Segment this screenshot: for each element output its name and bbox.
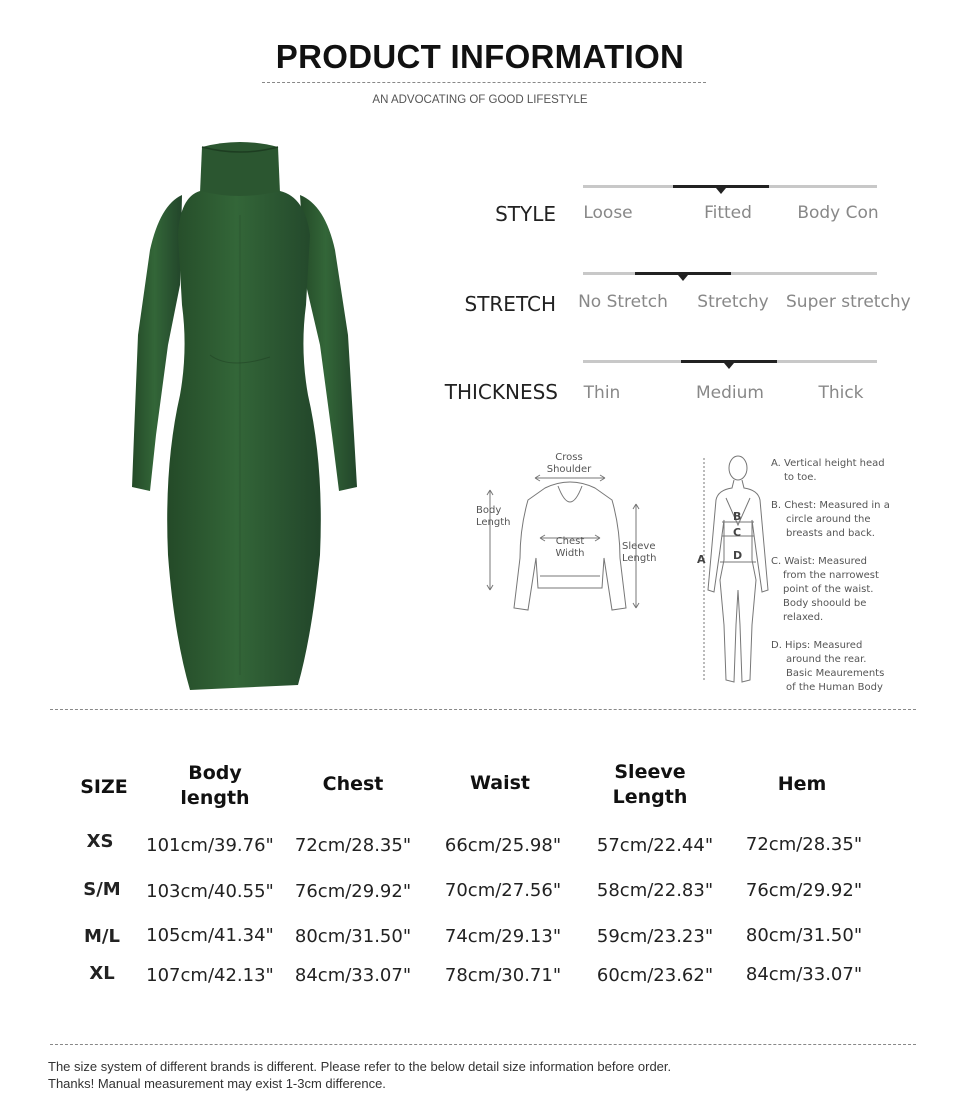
note-c-line3: point of the waist. bbox=[783, 584, 874, 595]
marker-b: B bbox=[733, 510, 742, 523]
title-divider bbox=[262, 82, 706, 83]
note-d-line3: Basic Meaurements bbox=[786, 668, 885, 679]
style-option-body-con: Body Con bbox=[797, 203, 879, 223]
note-b-line3: breasts and back. bbox=[786, 528, 875, 539]
size-xs: XS bbox=[86, 831, 114, 852]
chest-width-line2: Width bbox=[555, 548, 585, 559]
style-track bbox=[583, 185, 877, 188]
body-measure-diagram bbox=[696, 450, 776, 690]
note-d-line4: of the Human Body bbox=[786, 682, 883, 693]
product-image bbox=[120, 135, 370, 695]
xs-body-length: 101cm/39.76" bbox=[146, 835, 274, 856]
header-body-length-line1: Body bbox=[188, 762, 242, 784]
page-title: PRODUCT INFORMATION bbox=[275, 38, 685, 75]
sm-waist: 70cm/27.56" bbox=[444, 880, 562, 901]
xs-chest: 72cm/28.35" bbox=[294, 835, 412, 856]
xl-waist: 78cm/30.71" bbox=[444, 965, 562, 986]
marker-d: D bbox=[733, 549, 743, 562]
note-b-line1: B. Chest: Measured in a bbox=[771, 500, 890, 511]
xs-hem: 72cm/28.35" bbox=[745, 834, 863, 855]
measure-note-d bbox=[771, 639, 951, 695]
size-m-l: M/L bbox=[84, 926, 120, 947]
marker-a: A bbox=[697, 553, 706, 566]
ml-waist: 74cm/29.13" bbox=[444, 926, 562, 947]
style-option-fitted: Fitted bbox=[704, 203, 752, 223]
header-sleeve-length-line1: Sleeve bbox=[614, 761, 686, 783]
cross-shoulder-line1: Cross bbox=[555, 452, 583, 463]
style-label: STYLE bbox=[495, 202, 556, 226]
thickness-pointer-icon bbox=[724, 363, 734, 369]
style-option-loose: Loose bbox=[583, 203, 633, 223]
header-chest: Chest bbox=[322, 773, 384, 795]
style-pointer-icon bbox=[716, 188, 726, 194]
note-c-line5: relaxed. bbox=[783, 612, 824, 623]
note-d-line2: around the rear. bbox=[786, 654, 867, 665]
measure-note-c bbox=[771, 555, 951, 625]
garment-measure-diagram bbox=[470, 448, 670, 618]
header-hem: Hem bbox=[777, 773, 827, 795]
stretch-pointer-icon bbox=[678, 275, 688, 281]
ml-sleeve-length: 59cm/23.23" bbox=[596, 926, 714, 947]
marker-c: C bbox=[733, 526, 742, 539]
header-body-length-line2: length bbox=[180, 787, 250, 809]
header-sleeve-length-line2: Length bbox=[612, 786, 688, 808]
size-xl: XL bbox=[89, 963, 115, 984]
cross-shoulder-line2: Shoulder bbox=[546, 464, 592, 475]
footer-note-line2: Thanks! Manual measurement may exist 1-3cm difference. bbox=[48, 1076, 386, 1091]
note-a-line1: A. Vertical height head bbox=[771, 458, 885, 469]
stretch-label: STRETCH bbox=[464, 292, 556, 316]
note-c-line4: Body shoould be bbox=[783, 598, 867, 609]
ml-chest: 80cm/31.50" bbox=[294, 926, 412, 947]
human-body-outline-icon bbox=[696, 450, 776, 690]
xl-hem: 84cm/33.07" bbox=[745, 964, 863, 985]
thickness-option-medium: Medium bbox=[696, 383, 764, 403]
xl-sleeve-length: 60cm/23.62" bbox=[596, 965, 714, 986]
note-c-line2: from the narrowest bbox=[783, 570, 879, 581]
note-d-line1: D. Hips: Measured bbox=[771, 640, 863, 651]
header-sleeve-length bbox=[600, 760, 700, 810]
sm-chest: 76cm/29.92" bbox=[294, 881, 412, 902]
page-subtitle: AN ADVOCATING OF GOOD LIFESTYLE bbox=[372, 94, 588, 106]
stretch-option-stretchy: Stretchy bbox=[697, 292, 769, 312]
thickness-option-thick: Thick bbox=[818, 383, 864, 403]
cross-shoulder-label bbox=[544, 452, 594, 476]
footer-note-line1: The size system of different brands is different. Please refer to the below detail size information before order. bbox=[48, 1059, 672, 1074]
thickness-option-thin: Thin bbox=[583, 383, 621, 403]
green-turtleneck-dress-image bbox=[120, 135, 370, 695]
body-length-line1: Body bbox=[476, 505, 502, 516]
note-a-line2: to toe. bbox=[784, 472, 817, 483]
header-body-length bbox=[165, 761, 265, 811]
sleeve-length-line2: Length bbox=[622, 553, 657, 564]
body-length-line2: Length bbox=[476, 517, 511, 528]
sleeve-length-line1: Sleeve bbox=[622, 541, 656, 552]
chest-width-line1: Chest bbox=[555, 536, 585, 547]
xs-waist: 66cm/25.98" bbox=[444, 835, 562, 856]
size-s-m: S/M bbox=[83, 879, 121, 900]
stretch-option-no-stretch: No Stretch bbox=[578, 292, 668, 312]
chest-width-label bbox=[548, 536, 592, 560]
sm-sleeve-length: 58cm/22.83" bbox=[596, 880, 714, 901]
sleeve-length-label bbox=[622, 541, 657, 565]
sm-body-length: 103cm/40.55" bbox=[146, 881, 274, 902]
body-length-label bbox=[476, 505, 511, 529]
header-size: SIZE bbox=[80, 776, 128, 798]
xl-body-length: 107cm/42.13" bbox=[146, 965, 274, 986]
xl-chest: 84cm/33.07" bbox=[294, 965, 412, 986]
measure-note-a bbox=[771, 457, 951, 485]
sm-hem: 76cm/29.92" bbox=[745, 880, 863, 901]
section-divider-bottom bbox=[50, 1044, 916, 1045]
section-divider-top bbox=[50, 709, 916, 710]
ml-hem: 80cm/31.50" bbox=[745, 925, 863, 946]
measure-note-b bbox=[771, 499, 951, 541]
header-waist: Waist bbox=[469, 772, 530, 794]
ml-body-length: 105cm/41.34" bbox=[146, 925, 274, 946]
thickness-label: THICKNESS bbox=[444, 380, 558, 404]
thickness-track bbox=[583, 360, 877, 363]
note-c-line1: C. Waist: Measured bbox=[771, 556, 868, 567]
stretch-track bbox=[583, 272, 877, 275]
xs-sleeve-length: 57cm/22.44" bbox=[596, 835, 714, 856]
stretch-option-super-stretchy: Super stretchy bbox=[786, 292, 911, 312]
note-b-line2: circle around the bbox=[786, 514, 871, 525]
